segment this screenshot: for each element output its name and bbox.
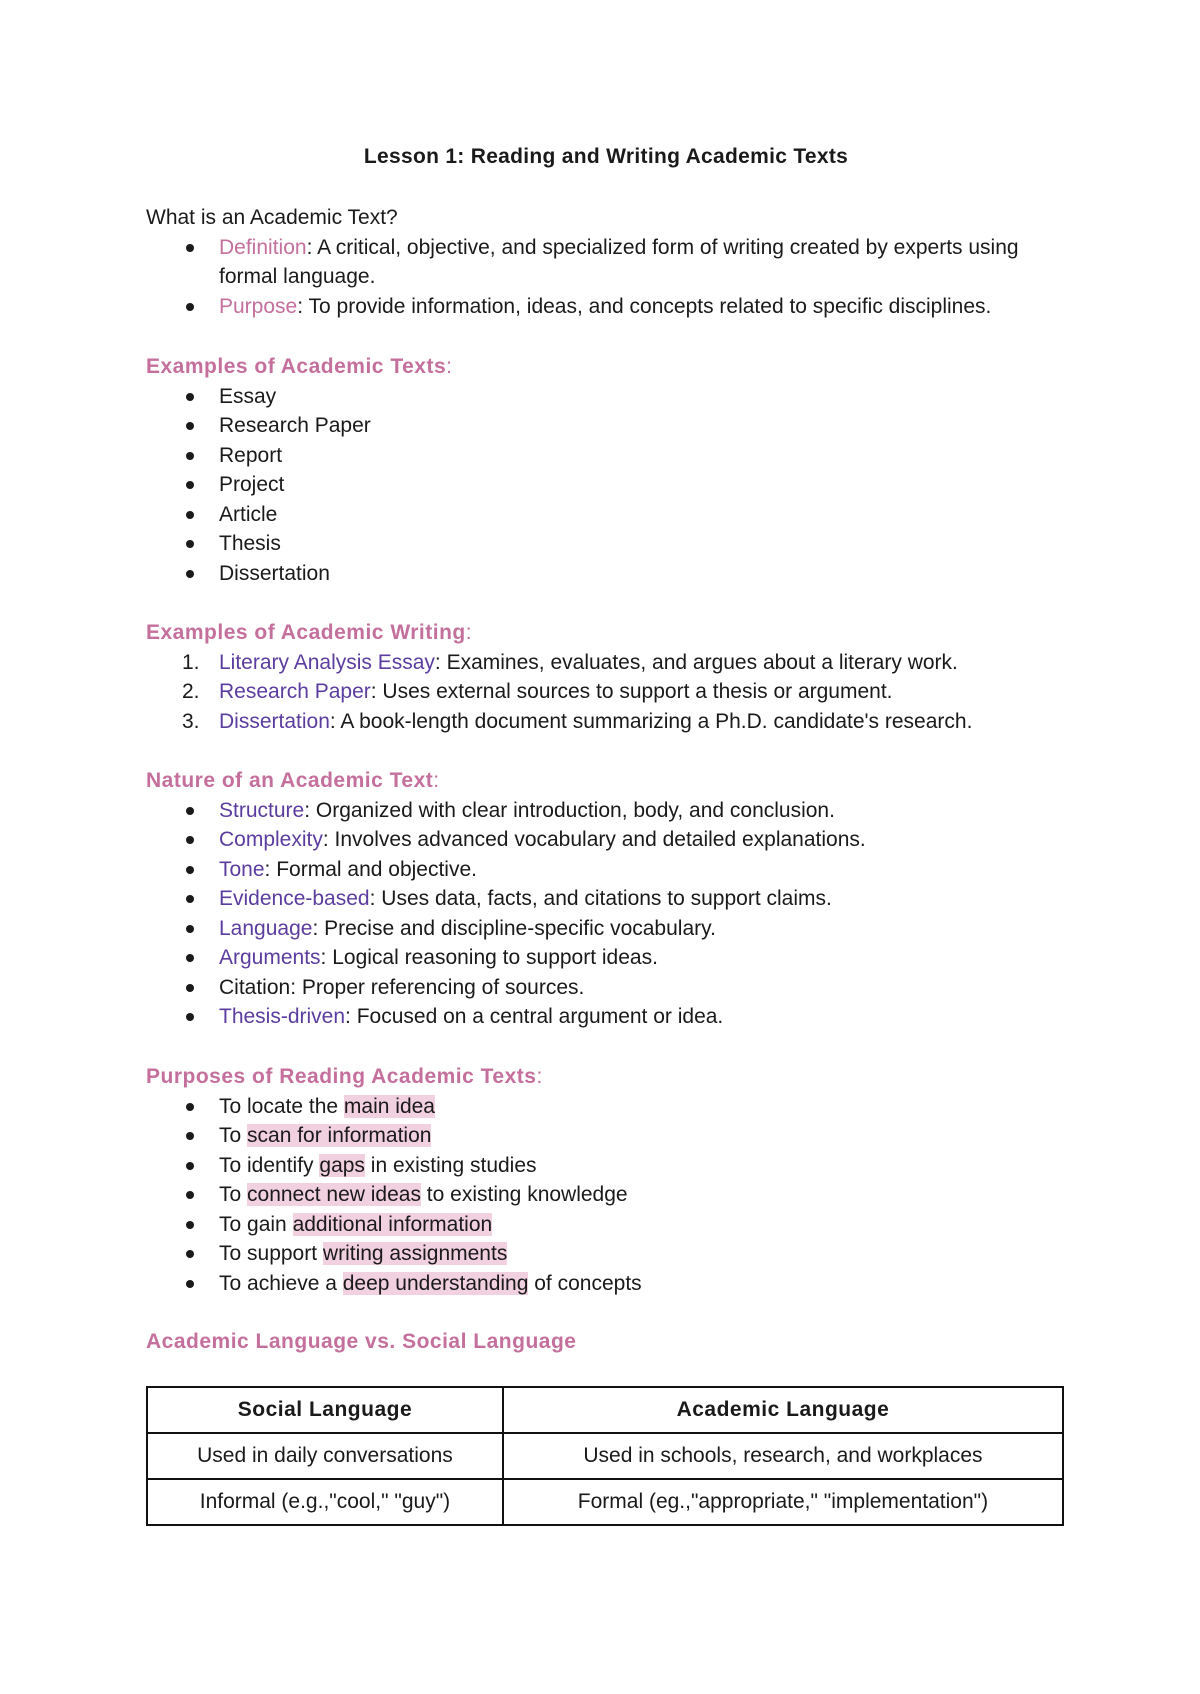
list-item: To locate the main idea — [146, 1092, 1066, 1122]
section-heading: Nature of an Academic Text: — [146, 769, 440, 792]
bullet-icon — [186, 866, 194, 874]
bullet-icon — [186, 1280, 194, 1288]
table-header-row — [147, 1387, 1063, 1433]
list-item: Thesis-driven: Focused on a central argument or idea. — [146, 1002, 1066, 1032]
section-heading: Examples of Academic Writing: — [146, 621, 473, 644]
section-heading: Purposes of Reading Academic Texts: — [146, 1065, 543, 1088]
nature-list — [146, 796, 1066, 1032]
table-row — [147, 1479, 1063, 1525]
column-header: Social Language — [147, 1387, 503, 1433]
examples-texts-list — [146, 382, 1066, 589]
comparison-table — [146, 1386, 1064, 1526]
list-item: To support writing assignments — [146, 1239, 1066, 1269]
list-item: 2. Research Paper: Uses external sources to support a thesis or argument. — [182, 680, 893, 703]
intro-list — [146, 233, 1066, 322]
examples-writing-list — [146, 648, 1066, 737]
examples-texts-section — [146, 352, 1066, 588]
list-item: Purpose: To provide information, ideas, and concepts related to specific disciplines. — [146, 292, 1066, 322]
list-item: Definition: A critical, objective, and specialized form of writing created by experts using formal language. — [146, 233, 1066, 292]
list-item: Language: Precise and discipline-specific vocabulary. — [146, 914, 1066, 944]
list-item: Thesis — [146, 529, 1066, 559]
bullet-icon — [186, 1013, 194, 1021]
section-heading: Examples of Academic Texts: — [146, 355, 453, 378]
list-item: To gain additional information — [146, 1210, 1066, 1240]
page-title: Lesson 1: Reading and Writing Academic Texts — [363, 145, 849, 168]
table-row — [147, 1433, 1063, 1479]
bullet-icon — [186, 807, 194, 815]
bullet-icon — [186, 1132, 194, 1140]
bullet-icon — [186, 570, 194, 578]
bullet-icon — [186, 1221, 194, 1229]
list-item: Structure: Organized with clear introduction, body, and conclusion. — [146, 796, 1066, 826]
list-item: Article — [146, 500, 1066, 530]
intro-section — [146, 203, 1066, 321]
intro-question: What is an Academic Text? — [146, 206, 398, 229]
list-item: To scan for information — [146, 1121, 1066, 1151]
list-item: To achieve a deep understanding of concepts — [146, 1269, 1066, 1299]
bullet-icon — [186, 540, 194, 548]
list-item: Evidence-based: Uses data, facts, and citations to support claims. — [146, 884, 1066, 914]
nature-section — [146, 766, 1066, 1032]
list-item: Report — [146, 441, 1066, 471]
list-item: Complexity: Involves advanced vocabulary and detailed explanations. — [146, 825, 1066, 855]
list-item: To connect new ideas to existing knowledge — [146, 1180, 1066, 1210]
bullet-icon — [186, 954, 194, 962]
bullet-icon — [186, 925, 194, 933]
bullet-icon — [186, 511, 194, 519]
table-cell: Informal (e.g.,"cool," "guy") — [147, 1479, 503, 1525]
list-item: Research Paper — [146, 411, 1066, 441]
bullet-icon — [186, 1250, 194, 1258]
list-item: Dissertation — [146, 559, 1066, 589]
bullet-icon — [186, 1103, 194, 1111]
purposes-list — [146, 1092, 1066, 1299]
bullet-icon — [186, 481, 194, 489]
examples-writing-section — [146, 618, 1066, 736]
section-heading: Academic Language vs. Social Language — [146, 1330, 577, 1353]
table-cell: Used in daily conversations — [147, 1433, 503, 1479]
bullet-icon — [186, 422, 194, 430]
list-item: Project — [146, 470, 1066, 500]
bullet-icon — [186, 244, 194, 252]
column-header: Academic Language — [503, 1387, 1063, 1433]
list-item: Arguments: Logical reasoning to support ideas. — [146, 943, 1066, 973]
bullet-icon — [186, 1162, 194, 1170]
bullet-icon — [186, 452, 194, 460]
list-item: To identify gaps in existing studies — [146, 1151, 1066, 1181]
bullet-icon — [186, 1191, 194, 1199]
list-item: Citation: Proper referencing of sources. — [146, 973, 1066, 1003]
list-item: 1. Literary Analysis Essay: Examines, evaluates, and argues about a literary work. — [182, 650, 958, 674]
table-cell: Formal (eg.,"appropriate," "implementation") — [503, 1479, 1063, 1525]
bullet-icon — [186, 895, 194, 903]
list-item: Essay — [146, 382, 1066, 412]
bullet-icon — [186, 836, 194, 844]
bullet-icon — [186, 303, 194, 311]
comparison-section — [146, 1327, 1066, 1357]
list-item: 3. Dissertation: A book-length document summarizing a Ph.D. candidate's research. — [182, 709, 973, 733]
bullet-icon — [186, 393, 194, 401]
bullet-icon — [186, 984, 194, 992]
list-item: Tone: Formal and objective. — [146, 855, 1066, 885]
table-cell: Used in schools, research, and workplaces — [503, 1433, 1063, 1479]
purposes-section — [146, 1062, 1066, 1298]
